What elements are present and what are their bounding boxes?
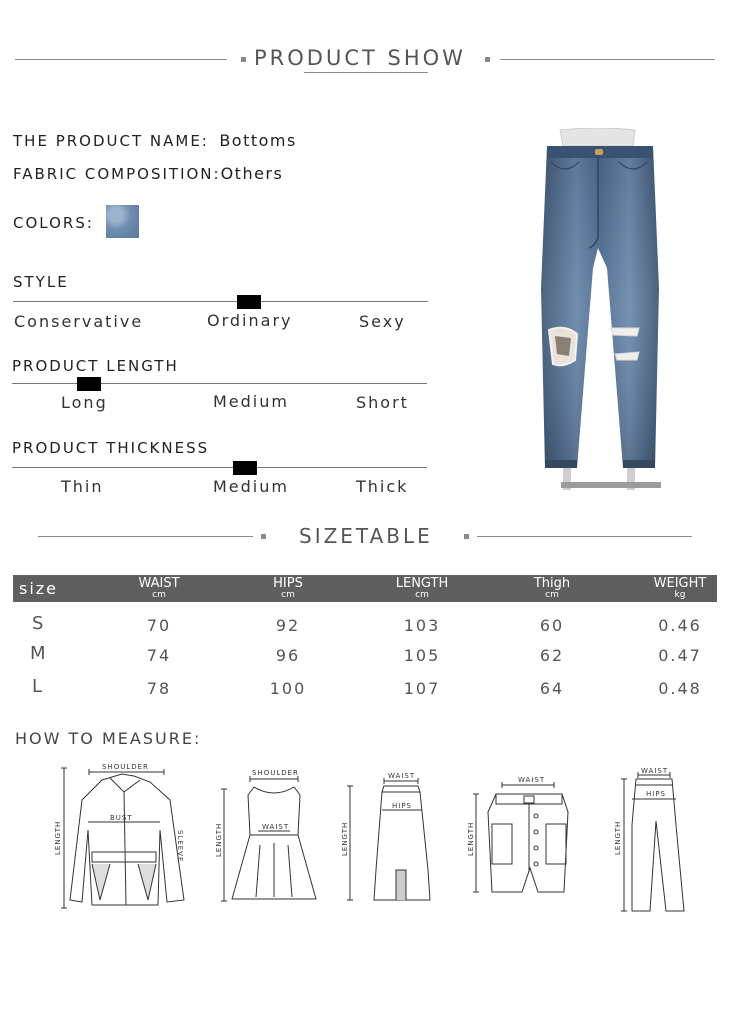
table-cell: 78: [146, 679, 172, 698]
table-cell: 64: [539, 679, 565, 698]
table-cell: 74: [146, 646, 172, 665]
skirt-measure-diagram: [340, 770, 440, 905]
color-swatch[interactable]: [106, 205, 139, 238]
style-option-conservative: Conservative: [14, 312, 144, 331]
product-name-label: THE PRODUCT NAME:: [13, 132, 209, 150]
svg-text:HIPS: HIPS: [392, 802, 412, 810]
dress-measure-diagram: [214, 765, 324, 905]
thickness-option-thin: Thin: [61, 477, 104, 496]
colors-label: COLORS:: [13, 214, 94, 232]
style-option-ordinary: Ordinary: [207, 311, 293, 330]
header-square-right: [485, 57, 490, 62]
svg-text:LENGTH: LENGTH: [467, 821, 475, 856]
sizetable-title: SIZETABLE: [299, 524, 433, 548]
header-rule-left: [15, 59, 227, 60]
table-cell: 100: [269, 679, 307, 698]
product-photo: [535, 128, 665, 493]
header-square-left: [241, 57, 246, 62]
table-cell: 103: [403, 616, 441, 635]
length-option-medium: Medium: [213, 392, 289, 411]
table-row-size-m: M: [30, 643, 46, 664]
svg-text:SHOULDER: SHOULDER: [252, 769, 299, 777]
svg-text:WAIST: WAIST: [388, 772, 416, 780]
weight-column-header: WEIGHT kg: [653, 576, 707, 600]
colors-row: [13, 214, 94, 233]
thickness-scale-line: [12, 467, 427, 468]
length-option-long: Long: [61, 393, 108, 412]
thickness-option-medium: Medium: [213, 477, 289, 496]
waist-column-header: WAIST cm: [138, 576, 180, 600]
svg-text:HIPS: HIPS: [646, 790, 666, 798]
sizetable-rule-left: [38, 536, 253, 537]
table-cell: 0.46: [658, 616, 702, 635]
thigh-column-header: Thigh cm: [533, 576, 571, 600]
svg-text:WAIST: WAIST: [518, 776, 546, 784]
style-selected-marker: [237, 295, 261, 309]
svg-text:LENGTH: LENGTH: [614, 820, 622, 855]
header-rule-right: [500, 59, 715, 60]
size-table-header: [13, 575, 717, 602]
hips-column-header: HIPS cm: [273, 576, 303, 600]
how-to-measure-title: HOW TO MEASURE:: [15, 729, 202, 748]
sizetable-square-left: [261, 534, 266, 539]
table-row-size-s: S: [32, 613, 44, 634]
fabric-value: Others: [220, 164, 284, 183]
svg-text:LENGTH: LENGTH: [341, 821, 349, 856]
product-name-value: Bottoms: [219, 131, 297, 150]
length-option-short: Short: [356, 393, 409, 412]
style-scale-line: [13, 301, 428, 302]
product-name-row: [13, 131, 297, 151]
table-cell: 96: [275, 646, 301, 665]
svg-text:LENGTH: LENGTH: [54, 820, 62, 855]
svg-text:BUST: BUST: [110, 814, 133, 822]
table-cell: 105: [403, 646, 441, 665]
title-underline: [304, 72, 428, 73]
length-title: PRODUCT LENGTH: [12, 357, 179, 375]
thickness-option-thick: Thick: [356, 477, 409, 496]
style-title: STYLE: [13, 273, 69, 291]
table-cell: 92: [275, 616, 301, 635]
thickness-title: PRODUCT THICKNESS: [12, 439, 210, 457]
table-cell: 62: [539, 646, 565, 665]
jacket-measure-diagram: [52, 760, 192, 910]
length-scale-line: [12, 383, 427, 384]
table-cell: 70: [146, 616, 172, 635]
svg-text:SLEEVE: SLEEVE: [176, 830, 184, 863]
svg-text:SHOULDER: SHOULDER: [102, 763, 149, 771]
length-selected-marker: [77, 377, 101, 391]
table-cell: 0.48: [658, 679, 702, 698]
sizetable-rule-right: [477, 536, 692, 537]
table-row-size-l: L: [32, 676, 43, 697]
pants-measure-diagram: [610, 765, 700, 915]
style-option-sexy: Sexy: [359, 312, 406, 331]
svg-text:WAIST: WAIST: [641, 767, 669, 775]
size-column-header: size: [19, 579, 59, 598]
sizetable-square-right: [464, 534, 469, 539]
svg-text:WAIST: WAIST: [262, 823, 290, 831]
length-column-header: LENGTH cm: [395, 576, 449, 600]
svg-text:LENGTH: LENGTH: [215, 822, 223, 857]
fabric-row: [13, 164, 283, 184]
fabric-label: FABRIC COMPOSITION:: [13, 165, 221, 183]
product-show-title: PRODUCT SHOW: [254, 46, 466, 70]
table-cell: 107: [403, 679, 441, 698]
table-cell: 0.47: [658, 646, 702, 665]
shorts-measure-diagram: [466, 772, 596, 897]
thickness-selected-marker: [233, 461, 257, 475]
table-cell: 60: [539, 616, 565, 635]
